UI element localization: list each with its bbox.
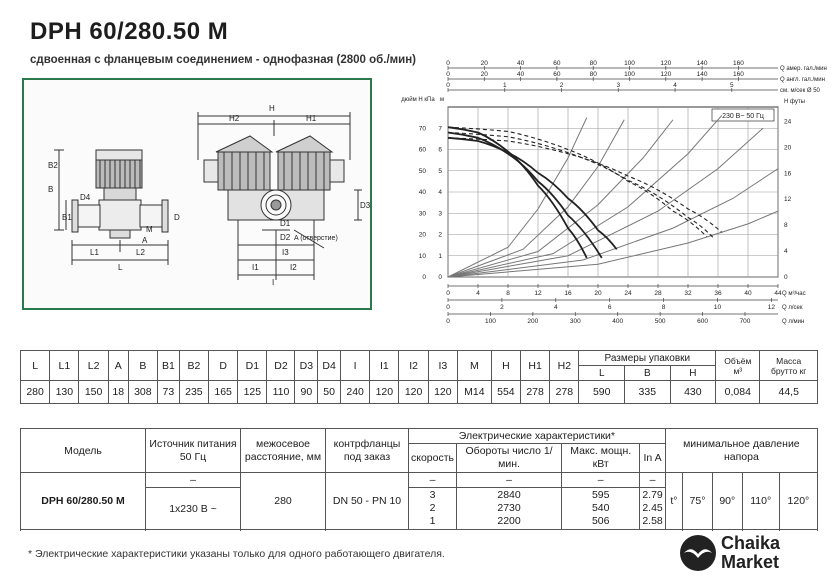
dims-col-B: B bbox=[128, 351, 157, 381]
top-axis-tick-label: 0 bbox=[446, 82, 450, 89]
right-axis-tick: 12 bbox=[784, 196, 792, 204]
left-axis-m-tick: 2 bbox=[438, 231, 442, 239]
top-axis-tick-label: 1 bbox=[502, 82, 507, 89]
dims-col-L2: L2 bbox=[79, 351, 108, 381]
top-axis-tick-label: 4 bbox=[673, 82, 677, 89]
dims-values-row bbox=[21, 381, 818, 404]
top-axis-tick-label: 0 bbox=[446, 60, 450, 67]
label-B: B bbox=[48, 185, 54, 194]
dims-col-I2: I2 bbox=[399, 351, 428, 381]
models-col-flanges: контрфланцы под заказ bbox=[326, 429, 409, 473]
top-axis-tick-label: 40 bbox=[516, 60, 525, 67]
pump-curve-2 bbox=[448, 133, 602, 258]
rpm-value: 2200 bbox=[497, 515, 521, 527]
pump-curve-6 bbox=[448, 138, 722, 233]
dims-col-D4: D4 bbox=[318, 351, 341, 381]
bottom-axis-tick-label: 700 bbox=[739, 318, 751, 325]
table-cell: M14 bbox=[457, 381, 491, 404]
temp-cell: t° bbox=[665, 473, 682, 530]
top-axis-tick-label: 2 bbox=[559, 82, 564, 89]
table-cell: 308 bbox=[128, 381, 157, 404]
table-cell: – bbox=[146, 473, 241, 488]
table-cell: – bbox=[640, 473, 665, 488]
models-col-model: Модель bbox=[21, 429, 146, 473]
top-axis-tick-label: 60 bbox=[553, 71, 561, 78]
models-dash-row bbox=[21, 473, 818, 488]
dims-header-row bbox=[21, 351, 818, 366]
table-cell: 50 bbox=[318, 381, 341, 404]
label-L: L bbox=[118, 263, 123, 272]
dims-col-mass bbox=[760, 351, 818, 381]
table-cell: 1x230 В ~ bbox=[146, 488, 241, 530]
models-table bbox=[20, 428, 818, 530]
page-title: DPH 60/280.50 M bbox=[30, 18, 229, 45]
label-D2: D2 bbox=[280, 233, 291, 242]
label-D: D bbox=[174, 213, 180, 222]
logo-text bbox=[721, 534, 780, 572]
bottom-axis-tick-label: 2 bbox=[500, 304, 504, 311]
table-cell: 240 bbox=[341, 381, 370, 404]
page-subtitle: сдвоенная с фланцевым соединением - однофазная (2800 об./мин) bbox=[30, 54, 416, 66]
power-value: 595 bbox=[591, 489, 610, 501]
top-axis-tick-label: 140 bbox=[696, 60, 708, 67]
bottom-axis-tick-label: 0 bbox=[446, 290, 450, 297]
pump-drawing-svg bbox=[24, 80, 370, 308]
models-col-distance: межосевое расстояние, мм bbox=[241, 429, 326, 473]
label-H2: H2 bbox=[229, 114, 240, 123]
bottom-axis-tick-label: 16 bbox=[564, 290, 572, 297]
label-B2: B2 bbox=[48, 161, 58, 170]
top-axis-tick-label: 160 bbox=[732, 71, 744, 78]
mass-unit-text: брутто кг bbox=[771, 365, 807, 376]
table-cell: 165 bbox=[209, 381, 238, 404]
table-cell: 44,5 bbox=[760, 381, 818, 404]
dims-col-packing-H: H bbox=[670, 366, 716, 381]
models-col-source: Источник питания 50 Гц bbox=[146, 429, 241, 473]
performance-chart-svg bbox=[390, 50, 827, 335]
table-cell: 130 bbox=[50, 381, 79, 404]
bottom-axis-tick-label: 24 bbox=[624, 290, 632, 297]
left-axis-kpa-tick: 40 bbox=[418, 189, 426, 196]
bottom-axis-tick-label: 400 bbox=[612, 318, 624, 325]
system-curve bbox=[448, 128, 763, 277]
table-cell: 235 bbox=[179, 381, 208, 404]
power-value: 506 bbox=[591, 515, 610, 527]
dims-col-D: D bbox=[209, 351, 238, 381]
label-I3: I3 bbox=[282, 248, 289, 257]
left-axis-kpa-tick: 30 bbox=[418, 210, 426, 218]
label-H1: H1 bbox=[306, 114, 317, 123]
dims-col-L1: L1 bbox=[50, 351, 79, 381]
label-D3: D3 bbox=[360, 201, 371, 210]
table-cell: 280 bbox=[241, 473, 326, 530]
label-I2: I2 bbox=[290, 263, 297, 272]
bottom-axis-tick-label: 40 bbox=[744, 290, 752, 297]
bottom-axis-tick-label: 4 bbox=[476, 290, 480, 297]
bottom-axis-tick-label: 12 bbox=[534, 290, 542, 297]
bottom-axis-tick-label: 28 bbox=[654, 290, 662, 297]
label-M: M bbox=[146, 225, 153, 234]
bottom-axis-tick-label: 10 bbox=[713, 304, 722, 311]
pump-curve-1 bbox=[448, 127, 587, 258]
pump-curve-3 bbox=[448, 138, 617, 250]
bottom-axis-tick-label: 0 bbox=[446, 304, 450, 311]
table-cell: 278 bbox=[550, 381, 579, 404]
dimensions-table bbox=[20, 350, 818, 404]
top-axis-tick-label: 120 bbox=[660, 60, 672, 67]
label-A: A bbox=[142, 236, 148, 245]
left-axis-m-label: м bbox=[439, 97, 445, 103]
bottom-axis-tick-label: 100 bbox=[484, 318, 496, 325]
temp-cell: 90° bbox=[712, 473, 742, 530]
dims-col-volume bbox=[716, 351, 760, 381]
dims-col-I1: I1 bbox=[370, 351, 399, 381]
right-axis-label: H футы bbox=[784, 99, 805, 105]
dims-col-B2: B2 bbox=[179, 351, 208, 381]
logo-line2: Market bbox=[721, 552, 780, 572]
dims-col-H: H bbox=[491, 351, 520, 381]
current-cell bbox=[640, 488, 665, 530]
table-cell: 590 bbox=[579, 381, 625, 404]
bottom-axis-tick-label: 44 bbox=[774, 290, 782, 297]
right-axis-tick: 20 bbox=[784, 144, 792, 152]
table-cell: 120 bbox=[370, 381, 399, 404]
top-axis-tick-label: 5 bbox=[729, 82, 734, 89]
label-L1: L1 bbox=[90, 248, 99, 257]
volume-unit-text: м³ bbox=[733, 365, 743, 376]
table-cell: 18 bbox=[108, 381, 128, 404]
bottom-axis-tick-label: 12 bbox=[767, 304, 776, 311]
dims-col-A: A bbox=[108, 351, 128, 381]
right-axis-tick: 24 bbox=[784, 118, 792, 126]
left-axis-kpa-tick: 20 bbox=[418, 231, 426, 239]
left-axis-kpa-tick: 60 bbox=[418, 146, 426, 154]
dims-col-L: L bbox=[21, 351, 50, 381]
top-axis-tick-label: 140 bbox=[696, 71, 708, 78]
mass-header-text: Масса bbox=[776, 355, 802, 366]
power-cell bbox=[562, 488, 640, 530]
dims-col-I3: I3 bbox=[428, 351, 457, 381]
speed-cell bbox=[409, 488, 457, 530]
system-curve bbox=[448, 120, 673, 277]
left-axis-m-tick: 6 bbox=[438, 146, 442, 154]
dims-col-D3: D3 bbox=[295, 351, 318, 381]
table-cell: – bbox=[409, 473, 457, 488]
dims-col-packing-L: L bbox=[579, 366, 625, 381]
seagull-icon bbox=[678, 533, 718, 573]
temp-cell: 75° bbox=[683, 473, 713, 530]
bottom-axis-tick-label: 36 bbox=[714, 290, 722, 297]
current-value: 2.79 bbox=[642, 489, 663, 501]
label-H: H bbox=[269, 104, 275, 113]
top-axis-label: Q амер. гал./мин bbox=[780, 66, 827, 72]
performance-chart bbox=[390, 50, 827, 335]
table-cell: 430 bbox=[670, 381, 716, 404]
left-axis-m-tick: 1 bbox=[438, 252, 442, 260]
left-axis-kpa-tick: 70 bbox=[418, 125, 426, 133]
table-cell: 73 bbox=[157, 381, 179, 404]
speed-value: 2 bbox=[429, 502, 436, 514]
model-name: DPH 60/280.50 M bbox=[21, 473, 146, 530]
table-cell: – bbox=[457, 473, 562, 488]
rpm-cell bbox=[457, 488, 562, 530]
dims-col-B1: B1 bbox=[157, 351, 179, 381]
rpm-value: 2840 bbox=[497, 489, 521, 501]
models-col-electric: Электрические характеристики* bbox=[409, 429, 666, 444]
speed-value: 1 bbox=[429, 515, 436, 527]
label-D1: D1 bbox=[280, 219, 291, 228]
bottom-axis-tick-label: 0 bbox=[446, 318, 450, 325]
temp-cell: 110° bbox=[742, 473, 779, 530]
label-hole: A (отверстие) bbox=[294, 235, 338, 242]
table-cell: 125 bbox=[238, 381, 267, 404]
bottom-axis-tick-label: 200 bbox=[527, 318, 539, 325]
top-axis-tick-label: 0 bbox=[446, 71, 450, 78]
speed-value: 3 bbox=[429, 489, 436, 501]
power-value: 540 bbox=[591, 502, 610, 514]
top-axis-tick-label: 100 bbox=[624, 60, 635, 67]
rpm-value: 2730 bbox=[497, 502, 521, 514]
dims-col-D1: D1 bbox=[238, 351, 267, 381]
right-axis-tick: 0 bbox=[784, 274, 788, 281]
bottom-axis-tick-label: 300 bbox=[569, 318, 581, 325]
left-axis-m-tick: 0 bbox=[438, 274, 442, 281]
label-B1: B1 bbox=[62, 213, 72, 222]
volume-header-text: Объём bbox=[724, 355, 752, 366]
bottom-axis-tick-label: 600 bbox=[697, 318, 709, 325]
label-L2: L2 bbox=[136, 248, 145, 257]
bottom-axis-tick-label: 4 bbox=[553, 304, 558, 311]
table-cell: 280 bbox=[21, 381, 50, 404]
chaika-market-logo[interactable] bbox=[676, 531, 836, 579]
dimension-drawing bbox=[22, 78, 372, 310]
left-axis-kpa-tick: 10 bbox=[418, 252, 426, 260]
table-cell: – bbox=[562, 473, 640, 488]
left-axis-m-tick: 3 bbox=[438, 210, 442, 218]
top-axis-tick-label: 60 bbox=[553, 60, 561, 67]
dims-col-I: I bbox=[341, 351, 370, 381]
bottom-axis-label: Q л/мин bbox=[782, 319, 805, 325]
models-col-current: In A bbox=[640, 444, 665, 473]
table-cell: 150 bbox=[79, 381, 108, 404]
table-cell: DN 50 - PN 10 bbox=[326, 473, 409, 530]
top-axis-tick-label: 20 bbox=[480, 71, 488, 78]
top-axis-label: Q англ. гал./мин bbox=[780, 77, 825, 83]
table-cell: 554 bbox=[491, 381, 520, 404]
bottom-axis-tick-label: 32 bbox=[684, 290, 692, 297]
top-axis-tick-label: 100 bbox=[624, 71, 635, 78]
top-axis-label: см. м/сек Ø 50 bbox=[780, 88, 820, 94]
table-cell: 335 bbox=[625, 381, 671, 404]
temp-cell: 120° bbox=[779, 473, 817, 530]
current-value: 2.45 bbox=[642, 502, 663, 514]
top-axis-tick-label: 120 bbox=[660, 71, 672, 78]
label-I1: I1 bbox=[252, 263, 259, 272]
left-axis-kpa-tick: 50 bbox=[418, 167, 426, 175]
bottom-axis-tick-label: 8 bbox=[661, 304, 666, 311]
right-axis-tick: 4 bbox=[784, 248, 788, 256]
right-axis-tick: 8 bbox=[784, 222, 788, 230]
table-cell: 90 bbox=[295, 381, 318, 404]
top-axis-tick-label: 40 bbox=[516, 71, 525, 78]
models-header-row bbox=[21, 429, 818, 444]
logo-line1: Chaika bbox=[721, 533, 781, 553]
table-cell: 110 bbox=[267, 381, 295, 404]
top-axis-tick-label: 3 bbox=[616, 82, 621, 89]
label-I: I bbox=[272, 278, 275, 287]
bottom-axis-tick-label: 500 bbox=[654, 318, 666, 325]
top-axis-tick-label: 20 bbox=[480, 60, 488, 67]
dims-col-H1: H1 bbox=[521, 351, 550, 381]
table-cell: 120 bbox=[428, 381, 457, 404]
pump-curve-5 bbox=[448, 133, 714, 239]
bottom-axis-tick-label: 8 bbox=[506, 290, 510, 297]
label-D4: D4 bbox=[80, 193, 91, 202]
left-axis-m-tick: 7 bbox=[438, 125, 442, 133]
bottom-axis-label: Q л/сек bbox=[782, 305, 803, 311]
table-cell: 120 bbox=[399, 381, 428, 404]
models-col-power: Макс. мощн. кВт bbox=[562, 444, 640, 473]
right-axis-tick: 16 bbox=[784, 170, 792, 178]
dims-col-packing-B: B bbox=[625, 366, 671, 381]
bottom-axis-label: Q м³/час bbox=[782, 291, 806, 297]
bottom-axis-tick-label: 20 bbox=[594, 290, 602, 297]
dims-col-D2: D2 bbox=[267, 351, 295, 381]
left-axis-m-tick: 5 bbox=[438, 167, 442, 175]
table-cell: 278 bbox=[521, 381, 550, 404]
models-col-speed: скорость bbox=[409, 444, 457, 473]
footnote: * Электрические характеристики указаны только для одного работающего двигателя. bbox=[28, 548, 445, 560]
legend-text: 230 В~ 50 Гц bbox=[722, 113, 764, 120]
top-axis-tick-label: 80 bbox=[589, 71, 597, 78]
left-axis-kpa-label: дюйм H кПа bbox=[401, 97, 435, 103]
models-col-rpm: Обороты число 1/мин. bbox=[457, 444, 562, 473]
models-col-pressure: минимальное давление напора bbox=[665, 429, 817, 473]
top-axis-tick-label: 80 bbox=[589, 60, 597, 67]
bottom-axis-tick-label: 6 bbox=[607, 304, 612, 311]
dims-col-packing: Размеры упаковки bbox=[579, 351, 716, 366]
current-value: 2.58 bbox=[642, 515, 663, 527]
left-axis-m-tick: 4 bbox=[438, 189, 442, 196]
left-axis-kpa-tick: 0 bbox=[422, 274, 426, 281]
dims-col-H2: H2 bbox=[550, 351, 579, 381]
dims-col-M: M bbox=[457, 351, 491, 381]
top-axis-tick-label: 160 bbox=[732, 60, 744, 67]
table-cell: 0,084 bbox=[716, 381, 760, 404]
